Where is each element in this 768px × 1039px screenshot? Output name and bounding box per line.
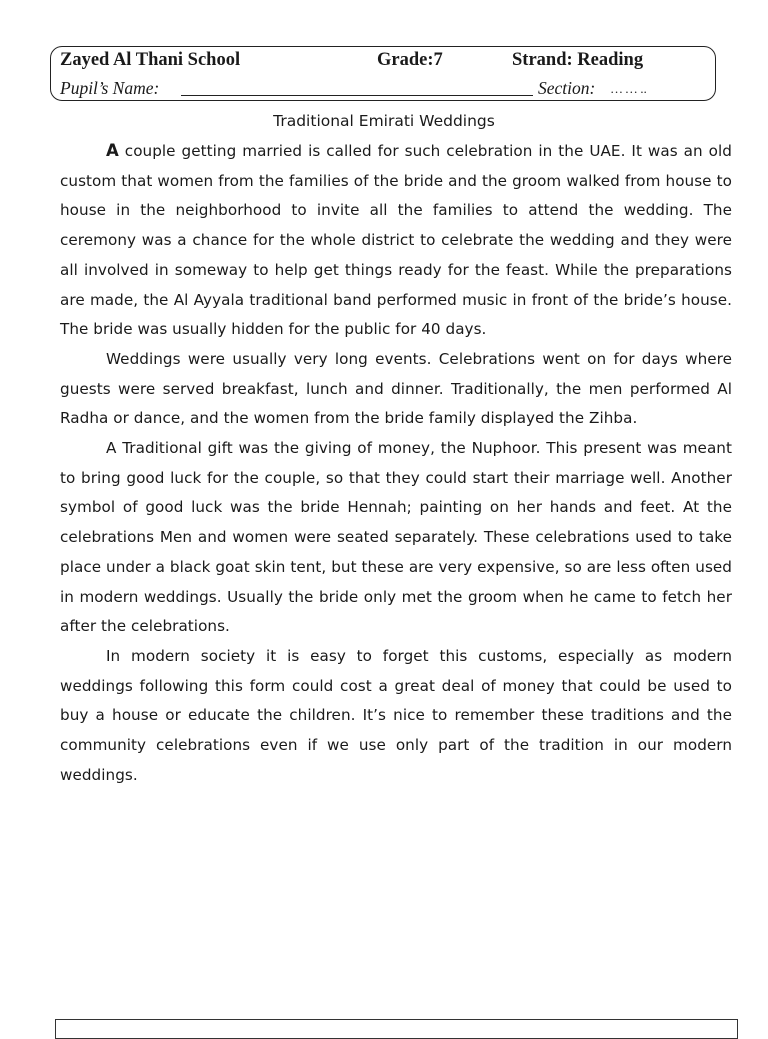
school-name: Zayed Al Thani School (60, 50, 241, 70)
paragraph-4: In modern society it is easy to forget this customs, especially as modern weddings following this form could cost a great deal of money that could be used to buy a house or educate the children. It’s nice to remember these traditions and the community celebrations even if we use only part of the tradition in our modern weddings. (60, 646, 732, 784)
header-info-row (51, 50, 715, 74)
first-letter: A (106, 141, 119, 160)
paragraph-3: A Traditional gift was the giving of money, the Nuphoor. This present was meant to bring good luck for the couple, so that they could start their marriage well. Another symbol of good luck was the bride Hennah; painting on her hands and feet. At the celebrations Men and women were seated separately. These celebrations used to take place under a black goat skin tent, but these are very expensive, so are less often used in modern weddings. Usually the bride only met the groom when he came to fetch her after the celebrations. (60, 439, 732, 636)
paragraph-1 (60, 136, 732, 345)
article-body (60, 136, 732, 790)
pupil-name-label: Pupil’s Name: (60, 78, 160, 98)
paragraph-1-text: couple getting married is called for such celebration in the UAE. It was an old custom that women from the families of the bride and the groom walked from house to house in the neighborhood to invite all the families to attend the wedding. The ceremony was a chance for the whole district to celebrate the wedding and they were all involved in someway to help get things ready for the feast. While the preparations are made, the Al Ayyala traditional band performed music in front of the bride’s house. The bride was usually hidden for the public for 40 days. (60, 142, 732, 339)
header-student-row (51, 78, 715, 100)
strand-label: Strand: Reading (512, 50, 644, 70)
worksheet-header (50, 46, 716, 101)
pupil-name-field[interactable] (181, 78, 533, 96)
grade-label: Grade:7 (377, 50, 443, 70)
article-title: Traditional Emirati Weddings (273, 112, 495, 130)
paragraph-2: Weddings were usually very long events. Celebrations went on for days where guests were served breakfast, lunch and dinner. Traditionally, the men performed Al Radha or dance, and the women from the bride family displayed the Zihba. (60, 349, 732, 428)
section-field[interactable]: … … .. (611, 81, 648, 96)
answer-box (55, 1019, 738, 1039)
section-label: Section: (538, 78, 596, 98)
